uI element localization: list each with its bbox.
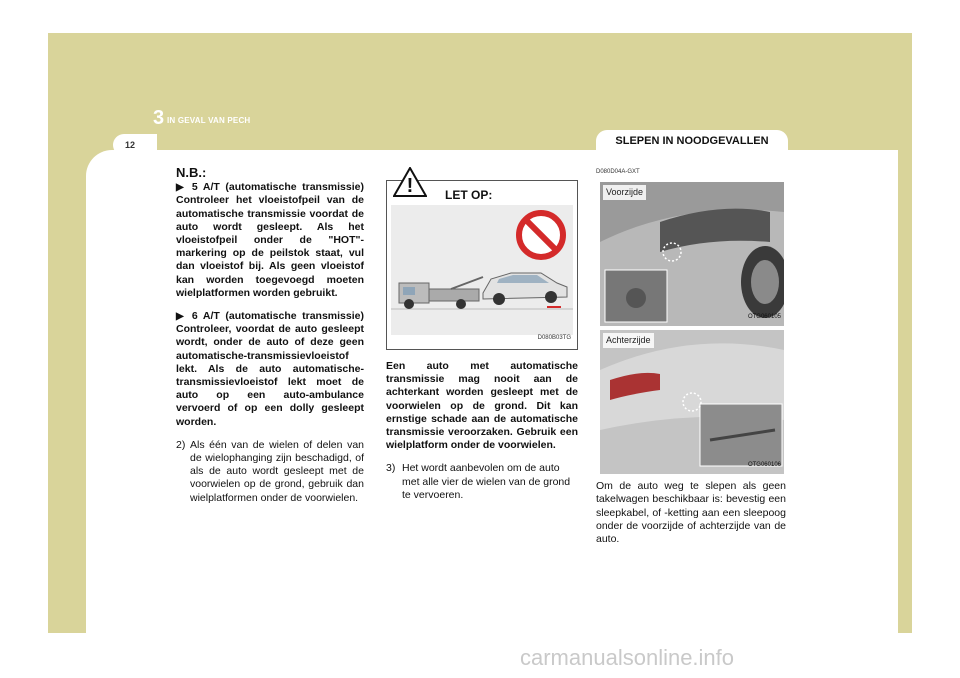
- photo-code-rear: OTG060106: [747, 462, 781, 468]
- prohibited-sign-icon: [519, 213, 563, 257]
- section-title: SLEPEN IN NOODGEVALLEN: [596, 130, 788, 152]
- exclamation-triangle-icon: [393, 167, 427, 197]
- note-title: N.B.:: [176, 165, 207, 180]
- section-code: D080D04A-GXT: [596, 169, 640, 175]
- note-item-6at-text: 6 A/T (automatische transmissie) Controleer, voordat de auto gesleept wordt, onder de auto of deze geen automatische-transmissievloeistof lekt. Als de auto automatische-transmissievloeistof lekt moet de auto op een auto-ambulance vervoerd of op een dolly gesleept worden.: [176, 310, 364, 428]
- tow-truck-illustration: [391, 205, 573, 335]
- watermark-text: carmanualsonline.info: [520, 645, 735, 670]
- list-number: 3): [386, 462, 396, 475]
- list-text: Als één van de wielen of delen van de wielophanging zijn beschadigd, of als de auto wordt gesleept met de voorwielen op de grond, gebruik dan wielplatformen onder de voorwielen.: [190, 438, 364, 504]
- column-right: [596, 166, 786, 556]
- column-left: [176, 166, 364, 505]
- list-text: Het wordt aanbevolen om de auto met alle vier de wielen van de grond te vervoeren.: [402, 462, 571, 501]
- warning-title: LET OP:: [445, 188, 493, 202]
- image-code: D080B03TG: [537, 334, 571, 341]
- note-item-5at: [176, 181, 364, 300]
- front-tow-hook-photo: [600, 182, 784, 326]
- warning-text: Een auto met automatische transmissie mag nooit aan de achterkant worden gesleept met de voorwielen op de grond. Dit kan ernstige schade aan de automatische transmissie veroorzaken. Gebruik een wielplatform onder de voorwielen.: [386, 360, 578, 452]
- list-item-3: [386, 462, 578, 502]
- note-item-6at: [176, 310, 364, 429]
- warning-box: [386, 175, 578, 350]
- photo-label-rear: Achterzijde: [603, 333, 654, 348]
- rear-car-image: [600, 330, 784, 474]
- towing-instruction-text: Om de auto weg te slepen als geen takelwagen beschikbaar is: bevestig een sleepkabel, of -ketting aan een sleepoog onder de voorzijde of achterzijde van de auto.: [596, 480, 786, 546]
- triangle-bullet-icon: ▶: [176, 182, 187, 194]
- front-car-image: [600, 182, 784, 326]
- rear-tow-hook-photo: [600, 330, 784, 474]
- photo-code-front: OTG060105: [747, 314, 781, 320]
- page-number: 12: [113, 134, 157, 156]
- svg-text:!: !: [406, 175, 414, 197]
- list-item-2: [176, 439, 364, 505]
- triangle-bullet-icon: ▶: [176, 311, 187, 323]
- chapter-title: IN GEVAL VAN PECH: [167, 116, 251, 125]
- list-number: 2): [176, 438, 186, 451]
- photo-label-front: Voorzijde: [603, 185, 646, 200]
- note-item-5at-text: 5 A/T (automatische transmissie) Controleer het vloeistofpeil van de automatische transmissie voordat de auto wordt gesleept. Als het vloeistofpeil onder de "HOT"-markering op de peilstok staat, vul dan vloeistof bij. Als geen vloeistof kan worden toegevoegd moeten wielplatformen worden gebruikt.: [176, 181, 364, 299]
- chapter-number: 3: [153, 107, 165, 129]
- column-middle: [386, 175, 578, 502]
